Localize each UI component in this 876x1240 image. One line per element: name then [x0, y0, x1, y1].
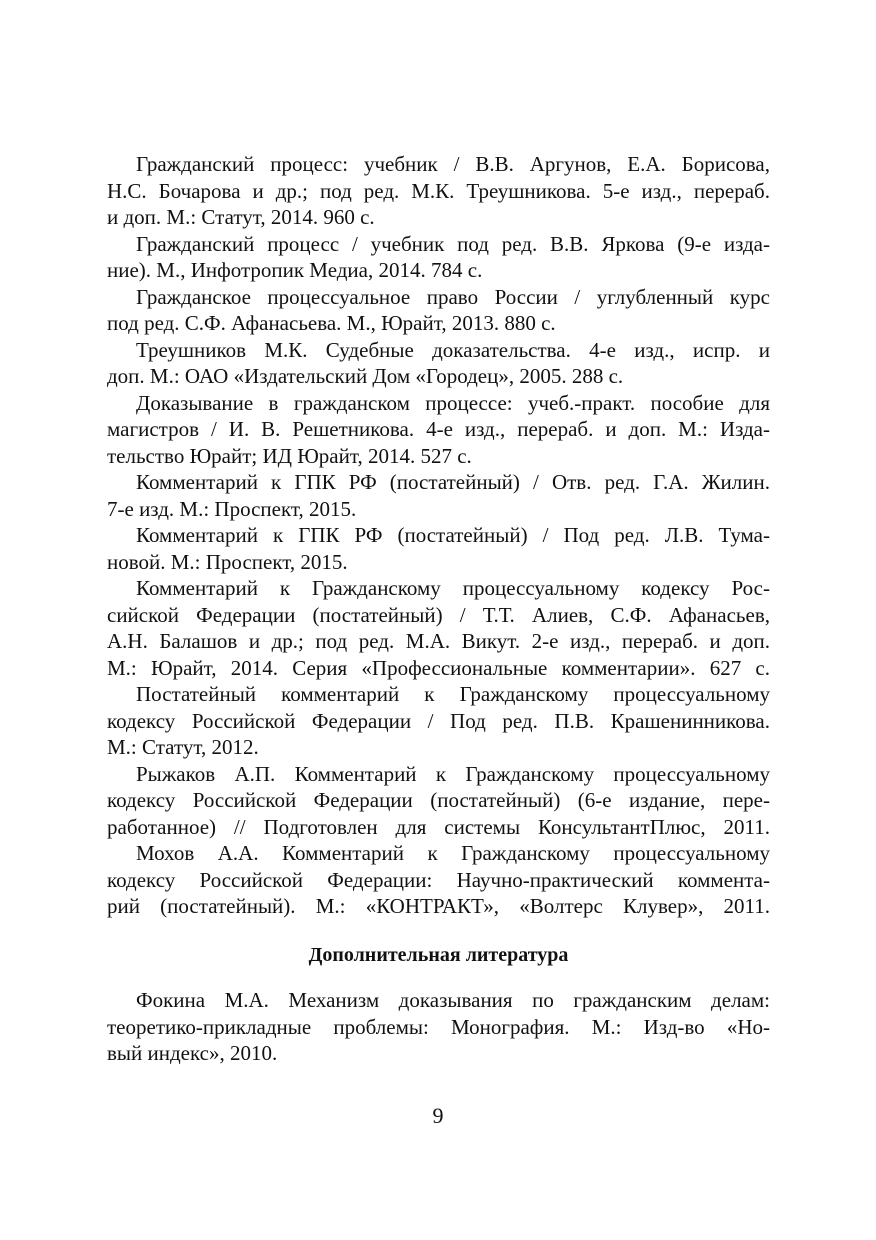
reference-line: сийской Федерации (постатейный) / Т.Т. Алиев, С.Ф. Афанасьев, [107, 602, 770, 627]
page-number: 9 [432, 1103, 444, 1128]
reference-line: М.: Юрайт, 2014. Серия «Профессиональные комментарии». 627 с. [107, 655, 770, 680]
reference-line: Постатейный комментарий к Гражданскому процессуальному [136, 682, 770, 706]
reference-line: Мохов А.А. Комментарий к Гражданскому процессуальному [136, 841, 770, 865]
reference-line: новой. М.: Проспект, 2015. [107, 549, 348, 574]
reference-line: вый индекс», 2010. [107, 1041, 278, 1065]
reference-line: ние). М., Инфотропик Медиа, 2014. 784 с. [107, 258, 483, 282]
section-heading: Дополнительная литература [308, 944, 569, 966]
reference-line: работанное) // Подготовлен для системы КонсультантПлюс, 2011. [107, 814, 770, 839]
reference-line: Комментарий к ГПК РФ (постатейный) / Отв. ред. Г.А. Жилин. [136, 470, 770, 494]
reference-line: кодексу Российской Федерации: Научно-практический коммента- [107, 867, 770, 892]
reference-line: кодексу Российской Федерации (постатейный) (6-е издание, пере- [107, 788, 770, 812]
reference-line: Комментарий к ГПК РФ (постатейный) / Под ред. Л.В. Тума- [136, 523, 770, 547]
reference-line: Н.С. Бочарова и др.; под ред. М.К. Треушникова. 5-е изд., перераб. [107, 178, 770, 203]
reference-line: М.: Статут, 2012. [107, 735, 259, 759]
reference-line: Гражданский процесс / учебник под ред. В.В. Яркова (9-е изда- [136, 231, 770, 256]
reference-line: тельство Юрайт; ИД Юрайт, 2014. 527 с. [107, 443, 472, 468]
reference-line: теоретико-прикладные проблемы: Монография. М.: Изд-во «Но- [107, 1014, 770, 1039]
reference-line: Гражданский процесс: учебник / В.В. Аргунов, Е.А. Борисова, [136, 152, 770, 176]
reference-line: магистров / И. В. Решетникова. 4-е изд., перераб. и доп. М.: Изда- [107, 417, 770, 441]
reference-line: Доказывание в гражданском процессе: учеб.-практ. пособие для [136, 390, 770, 415]
reference-line: и доп. М.: Статут, 2014. 960 с. [107, 205, 375, 229]
reference-line: Гражданское процессуальное право России / углубленный курс [136, 284, 770, 309]
reference-line: Фокина М.А. Механизм доказывания по гражданским делам: [136, 988, 770, 1012]
reference-line: рий (постатейный). М.: «КОНТРАКТ», «Волтерс Клувер», 2011. [107, 894, 770, 918]
reference-line: доп. М.: ОАО «Издательский Дом «Городец», 2005. 288 с. [107, 364, 624, 388]
reference-line: Рыжаков А.П. Комментарий к Гражданскому процессуальному [136, 761, 770, 786]
reference-line: Комментарий к Гражданскому процессуальному кодексу Рос- [136, 576, 770, 600]
reference-line: кодексу Российской Федерации / Под ред. П.В. Крашенинникова. [107, 708, 770, 733]
reference-line: Треушников М.К. Судебные доказательства. 4-е изд., испр. и [136, 337, 770, 362]
reference-line: А.Н. Балашов и др.; под ред. М.А. Викут. 2-е изд., перераб. и доп. [107, 629, 770, 653]
reference-line: 7-е изд. М.: Проспект, 2015. [107, 496, 357, 521]
reference-line: под ред. С.Ф. Афанасьева. М., Юрайт, 2013. 880 с. [107, 311, 556, 335]
